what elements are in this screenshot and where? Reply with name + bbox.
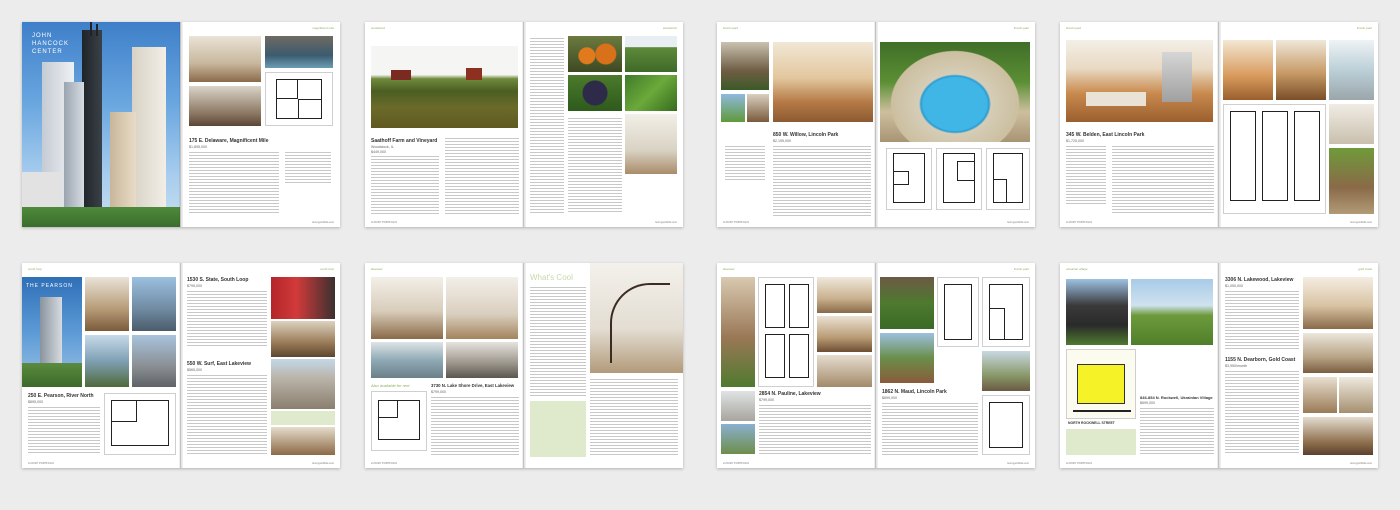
section-tab: south loop bbox=[28, 267, 42, 271]
listing-body-text bbox=[1112, 146, 1214, 214]
floor-plan bbox=[758, 277, 814, 387]
spread-1-left-page bbox=[22, 22, 181, 227]
building-title: THE PEARSON bbox=[26, 283, 73, 289]
footer-text: LUXURY PORTFOLIO bbox=[1066, 221, 1093, 224]
spread-6-right-page bbox=[524, 263, 683, 468]
listing-price: $449,000 bbox=[371, 150, 386, 154]
spread-4-left-page bbox=[1060, 22, 1219, 227]
listing-body-text bbox=[530, 38, 564, 214]
facade-photo bbox=[721, 42, 769, 90]
city-photo bbox=[132, 335, 176, 387]
listing-title-2: 846-854 N. Rockwell, Ukrainian Village bbox=[1140, 395, 1213, 400]
listing-price: $1,895,000 bbox=[189, 145, 207, 149]
pumpkins-photo bbox=[568, 36, 622, 72]
gutter bbox=[1217, 22, 1221, 227]
feature-box bbox=[271, 411, 335, 425]
footer-text: luxuryportfolio.com bbox=[655, 221, 677, 224]
section-tab: lincoln park bbox=[1013, 26, 1029, 30]
kitchen-photo bbox=[1066, 40, 1213, 122]
pool-photo bbox=[880, 42, 1030, 142]
spread-5-left-page bbox=[22, 263, 181, 468]
listing-body-text bbox=[189, 152, 279, 214]
listing-body-text bbox=[759, 405, 871, 455]
patio-photo bbox=[880, 333, 934, 383]
bedroom-photo bbox=[271, 427, 335, 455]
spread-7-left-page bbox=[717, 263, 876, 468]
floor-plan-1 bbox=[886, 148, 932, 210]
kitchen-photo bbox=[1339, 377, 1373, 413]
spread-8-left-page bbox=[1060, 263, 1219, 468]
bath-photo bbox=[721, 391, 755, 421]
gutter bbox=[1217, 263, 1221, 468]
building-photo bbox=[1066, 279, 1128, 345]
terrace-photo bbox=[982, 351, 1030, 391]
listing-title-1: 1530 S. State, South Loop bbox=[187, 277, 249, 283]
listing-body-text bbox=[1140, 408, 1214, 455]
listing-title-2: 250 E. Pearson, River North bbox=[28, 393, 94, 399]
garden-photo bbox=[721, 94, 745, 122]
feature-box bbox=[530, 401, 586, 457]
feature-heading: What's Cool bbox=[530, 273, 573, 282]
living-room-photo bbox=[189, 36, 261, 82]
footer-text: LUXURY PORTFOLIO bbox=[371, 221, 398, 224]
spread-6-left-page bbox=[365, 263, 524, 468]
script-note: Also available for rent bbox=[371, 383, 410, 388]
listing-body-text-3 bbox=[187, 375, 267, 455]
grapes-photo bbox=[568, 75, 622, 111]
listing-body-text bbox=[431, 397, 519, 455]
spread-8 bbox=[1060, 263, 1378, 468]
sunroom-photo bbox=[1329, 40, 1374, 100]
listing-body-text-1 bbox=[1225, 291, 1299, 351]
section-tab: woodstock bbox=[371, 26, 386, 30]
listing-body-text-3 bbox=[1225, 371, 1299, 455]
spread-5 bbox=[22, 263, 340, 468]
spread-3-right-page bbox=[876, 22, 1035, 227]
bathroom-photo bbox=[1329, 104, 1374, 144]
floor-plan bbox=[1223, 104, 1326, 214]
section-tab: woodstock bbox=[662, 26, 677, 30]
dining-photo bbox=[817, 316, 872, 352]
listing-price-1: $799,000 bbox=[759, 398, 774, 402]
tower-photo bbox=[22, 277, 82, 387]
gym-photo bbox=[446, 342, 518, 378]
feature-body-text bbox=[530, 287, 586, 397]
listing-price-2: $899,000 bbox=[882, 396, 897, 400]
pool-deck-photo bbox=[371, 342, 443, 378]
dining-photo bbox=[1223, 40, 1273, 100]
patio-photo bbox=[1329, 148, 1374, 214]
dining-photo bbox=[1303, 377, 1337, 413]
listing-title: Saathoff Farm and Vineyard bbox=[371, 138, 438, 144]
map-label: NORTH ROCKWELL STREET bbox=[1068, 421, 1115, 425]
section-tab: lakeview bbox=[371, 267, 383, 271]
floor-plan bbox=[371, 391, 427, 451]
gutter bbox=[874, 22, 878, 227]
listing-price-3: $565,000 bbox=[187, 368, 202, 372]
footer-text: LUXURY PORTFOLIO bbox=[1066, 462, 1093, 465]
listing-price: $799,000 bbox=[431, 390, 446, 394]
spread-2 bbox=[365, 22, 683, 227]
listing-title: 3730 N. Lake Shore Drive, East Lakeview bbox=[431, 383, 515, 388]
listing-price: $2,195,000 bbox=[773, 139, 791, 143]
feature-box bbox=[1066, 429, 1136, 455]
kitchen-photo bbox=[817, 355, 872, 387]
spread-3 bbox=[717, 22, 1035, 227]
section-tab: south loop bbox=[320, 267, 334, 271]
footer-text: luxuryportfolio.com bbox=[1007, 462, 1029, 465]
floor-plan-2 bbox=[936, 148, 982, 210]
listing-price-2: $895,000 bbox=[28, 400, 43, 404]
section-tab: lincoln park bbox=[1066, 26, 1082, 30]
section-tab: lincoln park bbox=[1356, 26, 1372, 30]
kitchen-photo bbox=[747, 94, 769, 122]
living-room-photo bbox=[1303, 277, 1373, 329]
spread-7 bbox=[717, 263, 1035, 468]
spread-4-right-page bbox=[1219, 22, 1378, 227]
garden-wall-photo bbox=[625, 114, 677, 174]
listing-title-1: 2854 N. Pauline, Lakeview bbox=[759, 391, 821, 397]
kitchen-photo bbox=[271, 321, 335, 357]
spread-8-right-page bbox=[1219, 263, 1378, 468]
listing-features bbox=[725, 146, 765, 182]
gutter bbox=[522, 263, 526, 468]
gutter bbox=[179, 22, 183, 227]
lake-view-photo bbox=[85, 335, 129, 387]
listing-subtitle: Woodstock, IL bbox=[371, 145, 394, 149]
gutter bbox=[179, 263, 183, 468]
floor-plan bbox=[265, 72, 333, 126]
floor-plan-3 bbox=[986, 148, 1030, 210]
ivy-photo bbox=[625, 75, 677, 111]
listing-title-3: 1155 N. Dearborn, Gold Coast bbox=[1225, 357, 1296, 363]
listing-body-text-2 bbox=[882, 403, 978, 455]
footer-text: LUXURY PORTFOLIO bbox=[28, 462, 55, 465]
listing-title-3: 550 W. Surf, East Lakeview bbox=[187, 361, 251, 367]
living-room-photo bbox=[773, 42, 873, 122]
footer-text: luxuryportfolio.com bbox=[1007, 221, 1029, 224]
spread-6 bbox=[365, 263, 683, 468]
spread-1 bbox=[22, 22, 340, 227]
listing-features bbox=[1066, 146, 1106, 204]
feature-body-text-2 bbox=[590, 379, 678, 455]
section-tab: lincoln park bbox=[723, 26, 739, 30]
section-tab: lincoln park bbox=[1013, 267, 1029, 271]
spread-4 bbox=[1060, 22, 1378, 227]
listing-title-2: 1862 N. Maud, Lincoln Park bbox=[882, 389, 947, 395]
listing-price-1: $795,000 bbox=[187, 284, 202, 288]
spread-5-right-page bbox=[181, 263, 340, 468]
footer-text: LUXURY PORTFOLIO bbox=[371, 462, 398, 465]
bedroom-photo bbox=[1303, 333, 1373, 373]
listing-features bbox=[285, 152, 331, 184]
rowhouse-photo bbox=[721, 277, 755, 387]
gutter bbox=[874, 263, 878, 468]
surf-building-photo bbox=[271, 359, 335, 409]
listing-title: 850 W. Willow, Lincoln Park bbox=[773, 132, 839, 138]
red-wall-photo bbox=[271, 277, 335, 319]
garden-window-photo bbox=[880, 277, 934, 329]
family-room-photo bbox=[1276, 40, 1326, 100]
section-tab: ukrainian village bbox=[1066, 267, 1088, 271]
footer-text: luxuryportfolio.com bbox=[1350, 462, 1372, 465]
listing-body-text-1 bbox=[187, 291, 267, 347]
gutter bbox=[522, 22, 526, 227]
spread-2-right-page bbox=[524, 22, 683, 227]
listing-body-text-2 bbox=[445, 138, 519, 216]
living-room-photo bbox=[371, 277, 443, 339]
footer-text: luxuryportfolio.com bbox=[1350, 221, 1372, 224]
listing-price-2: $699,000 bbox=[1140, 401, 1155, 405]
floor-plan-3 bbox=[982, 395, 1030, 455]
listing-title-1: 3306 N. Lakewood, Lakeview bbox=[1225, 277, 1294, 283]
listing-price: $1,725,000 bbox=[1066, 139, 1084, 143]
footer-text: luxuryportfolio.com bbox=[312, 462, 334, 465]
listing-price-3: $3,950/month bbox=[1225, 364, 1247, 368]
staircase-photo bbox=[590, 263, 683, 373]
spread-2-left-page bbox=[365, 22, 524, 227]
empty-room-photo bbox=[446, 277, 518, 339]
listing-body-text-2 bbox=[568, 118, 622, 214]
section-tab: gold coast bbox=[1358, 267, 1372, 271]
building-title: JOHN HANCOCK CENTER bbox=[32, 33, 70, 55]
footer-text: LUXURY PORTFOLIO bbox=[723, 462, 750, 465]
floor-plan-2 bbox=[982, 277, 1030, 347]
listing-body-text bbox=[371, 156, 439, 216]
deck-photo bbox=[721, 424, 755, 454]
floor-plan bbox=[937, 277, 979, 347]
bedroom-photo bbox=[817, 277, 872, 313]
spread-1-right-page bbox=[181, 22, 340, 227]
floor-plan bbox=[104, 393, 176, 455]
footer-text: luxuryportfolio.com bbox=[312, 221, 334, 224]
pool-photo bbox=[265, 36, 333, 68]
bedroom-photo bbox=[189, 86, 261, 126]
section-tab: lakeview bbox=[723, 267, 735, 271]
lounge-photo bbox=[1303, 417, 1373, 455]
site-map bbox=[1066, 349, 1136, 419]
footer-text: LUXURY PORTFOLIO bbox=[723, 221, 750, 224]
park-photo bbox=[1131, 279, 1213, 345]
view-photo bbox=[132, 277, 176, 331]
vineyard-photo bbox=[625, 36, 677, 72]
section-tab: magnificent mile bbox=[312, 26, 334, 30]
listing-body-text bbox=[773, 146, 871, 216]
listing-title: 175 E. Delaware, Magnificent Mile bbox=[189, 138, 269, 144]
listing-body-text bbox=[28, 407, 100, 455]
listing-price-1: $1,050,000 bbox=[1225, 284, 1243, 288]
farm-field-photo bbox=[371, 46, 518, 128]
spread-7-right-page bbox=[876, 263, 1035, 468]
spread-3-left-page bbox=[717, 22, 876, 227]
interior-photo bbox=[85, 277, 129, 331]
listing-title: 345 W. Belden, East Lincoln Park bbox=[1066, 132, 1145, 138]
